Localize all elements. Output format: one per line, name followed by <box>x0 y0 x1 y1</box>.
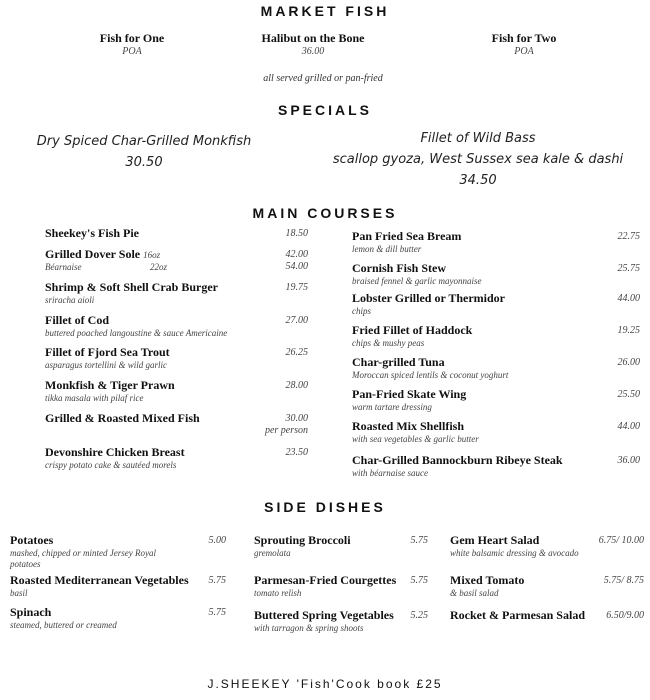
item-name: Grilled & Roasted Mixed Fish <box>45 411 200 425</box>
side-item <box>10 573 189 599</box>
menu-item <box>352 291 505 317</box>
item-name: Fillet of Fjord Sea Trout <box>45 345 170 359</box>
item-name: Fillet of Cod <box>45 313 109 327</box>
item-desc: potatoes <box>10 559 41 569</box>
cookbook-footer: J.SHEEKEY 'Fish'Cook book £25 <box>207 677 443 691</box>
special-price: 34.50 <box>459 173 497 188</box>
item-price: 19.75 <box>285 282 308 293</box>
item-name: Char-Grilled Bannockburn Ribeye Steak <box>352 453 563 467</box>
side-item <box>10 605 117 631</box>
item-desc: basil <box>10 588 28 598</box>
item-price: 25.50 <box>617 389 640 400</box>
side-dishes-heading: SIDE DISHES <box>264 499 386 515</box>
item-price: 36.00 <box>617 455 640 466</box>
menu-item <box>45 445 185 471</box>
item-size: 22oz <box>150 262 168 272</box>
item-price: 44.00 <box>617 293 640 304</box>
item-name: Spinach <box>10 605 52 619</box>
item-name: Gem Heart Salad <box>450 533 540 547</box>
item-price: 26.00 <box>617 357 640 368</box>
side-item <box>450 533 579 559</box>
market-fish-heading: MARKET FISH <box>260 3 390 19</box>
item-price: 28.00 <box>285 380 308 391</box>
item-desc: tikka masala with pilaf rice <box>45 393 144 403</box>
item-price: 5.75 <box>208 575 226 586</box>
special-name: Fillet of Wild Bass <box>420 131 536 146</box>
item-name: Buttered Spring Vegetables <box>254 608 394 622</box>
item-name: Roasted Mediterranean Vegetables <box>10 573 189 587</box>
item-price: 6.75/ 10.00 <box>598 535 644 546</box>
item-desc: crispy potato cake & sautéed morels <box>45 460 177 470</box>
item-size: 16oz <box>143 250 161 260</box>
item-name: Char-grilled Tuna <box>352 355 445 369</box>
item-price: 19.25 <box>617 325 640 336</box>
item-desc: sriracha aioli <box>45 295 95 305</box>
item-name: Sprouting Broccoli <box>254 533 351 547</box>
item-desc: lemon & dill butter <box>352 244 422 254</box>
item-price: 25.75 <box>617 263 640 274</box>
item-desc: mashed, chipped or minted Jersey Royal <box>10 548 156 558</box>
item-desc: gremolata <box>254 548 291 558</box>
special-price: 30.50 <box>125 155 163 170</box>
menu-item <box>352 355 508 381</box>
item-name: Halibut on the Bone <box>261 31 365 45</box>
item-name: Cornish Fish Stew <box>352 261 447 275</box>
item-desc: with tarragon & spring shoots <box>254 623 364 633</box>
side-item <box>254 573 396 599</box>
item-name: Fish for One <box>99 31 165 45</box>
item-price: 42.00 <box>285 249 308 260</box>
menu-item <box>352 261 481 287</box>
special-desc: scallop gyoza, West Sussex sea kale & dashi <box>332 152 624 167</box>
menu-item <box>45 313 227 339</box>
item-desc: braised fennel & garlic mayonnaise <box>352 276 482 286</box>
menu-item <box>352 229 461 255</box>
item-name: Parmesan-Fried Courgettes <box>254 573 397 587</box>
side-item <box>450 608 585 623</box>
menu-item <box>45 247 167 273</box>
item-desc: white balsamic dressing & avocado <box>450 548 579 558</box>
item-price: POA <box>514 46 534 57</box>
menu-item <box>45 280 218 306</box>
item-name: Roasted Mix Shellfish <box>352 419 465 433</box>
side-item <box>10 533 156 570</box>
side-item <box>254 533 351 559</box>
item-price: 22.75 <box>617 231 640 242</box>
item-price: 5.75/ 8.75 <box>603 575 644 586</box>
item-desc: warm tartare dressing <box>352 402 432 412</box>
market-fish-note: all served grilled or pan-fried <box>263 73 383 84</box>
item-desc: with sea vegetables & garlic butter <box>352 434 479 444</box>
item-price: 27.00 <box>285 315 308 326</box>
menu-item <box>45 378 175 404</box>
item-name: Rocket & Parmesan Salad <box>450 608 585 622</box>
main-courses-heading: MAIN COURSES <box>252 205 398 221</box>
item-price: 54.00 <box>285 261 308 272</box>
item-name: Devonshire Chicken Breast <box>45 445 185 459</box>
special-item <box>333 128 623 191</box>
item-name: Fried Fillet of Haddock <box>352 323 473 337</box>
item-name: Pan-Fried Skate Wing <box>352 387 467 401</box>
item-price: 6.50/9.00 <box>606 610 644 621</box>
item-desc: Béarnaise <box>45 262 82 272</box>
item-desc-row <box>45 262 167 273</box>
special-name: Dry Spiced Char-Grilled Monkfish <box>36 134 252 149</box>
item-name: Monkfish & Tiger Prawn <box>45 378 175 392</box>
item-name: Shrimp & Soft Shell Crab Burger <box>45 280 219 294</box>
market-fish-item <box>261 31 364 57</box>
market-fish-item <box>100 31 164 57</box>
item-name: Mixed Tomato <box>450 573 525 587</box>
item-price: 30.00 <box>285 413 308 424</box>
item-name: Potatoes <box>10 533 54 547</box>
menu-item <box>45 226 139 241</box>
item-name: Fish for Two <box>491 31 557 45</box>
specials-heading: SPECIALS <box>277 102 372 118</box>
item-price: POA <box>122 46 142 57</box>
menu-item <box>352 323 472 349</box>
item-desc: & basil salad <box>450 588 499 598</box>
menu-item <box>45 345 170 371</box>
side-item <box>254 608 394 634</box>
item-price: 5.75 <box>208 607 226 618</box>
menu-item <box>45 411 200 426</box>
item-desc: tomato relish <box>254 588 302 598</box>
item-name: Grilled Dover Sole <box>45 247 141 261</box>
menu-item <box>352 419 479 445</box>
item-name: Pan Fried Sea Bream <box>352 229 462 243</box>
item-name-row <box>45 247 167 262</box>
item-price: per person <box>264 425 308 436</box>
item-desc: chips & mushy peas <box>352 338 425 348</box>
item-price: 23.50 <box>285 447 308 458</box>
item-price: 36.00 <box>301 46 325 57</box>
item-desc: chips <box>352 306 371 316</box>
item-price: 5.00 <box>208 535 226 546</box>
item-desc: buttered poached langoustine & sauce Americaine <box>45 328 228 338</box>
item-desc: Moroccan spiced lentils & coconut yoghurt <box>352 370 509 380</box>
market-fish-item <box>492 31 557 57</box>
menu-item <box>352 387 466 413</box>
item-price: 44.00 <box>617 421 640 432</box>
item-price: 18.50 <box>285 228 308 239</box>
item-price: 26.25 <box>285 347 308 358</box>
menu-item <box>352 453 563 479</box>
item-price: 5.75 <box>410 575 428 586</box>
item-price: 5.25 <box>410 610 428 621</box>
special-item <box>37 131 251 173</box>
item-desc: asparagus tortellini & wild garlic <box>45 360 168 370</box>
item-desc: steamed, buttered or creamed <box>10 620 117 630</box>
item-name: Lobster Grilled or Thermidor <box>352 291 505 305</box>
item-price: 5.75 <box>410 535 428 546</box>
side-item <box>450 573 524 599</box>
item-name: Sheekey's Fish Pie <box>45 226 140 240</box>
item-desc: with béarnaise sauce <box>352 468 428 478</box>
